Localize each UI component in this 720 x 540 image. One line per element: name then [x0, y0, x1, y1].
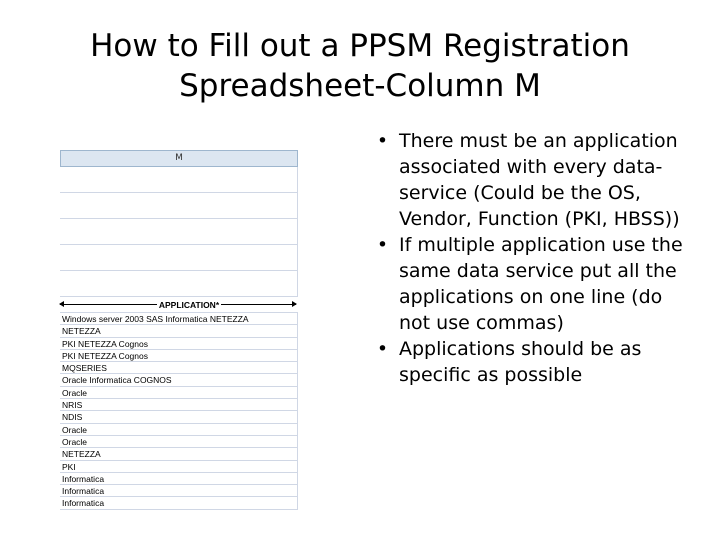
bullet-item	[366, 232, 696, 336]
column-header-m: M	[60, 150, 298, 167]
bullet-item	[366, 128, 696, 232]
application-column-header	[60, 297, 298, 313]
table-row: PKI NETEZZA Cognos	[60, 350, 298, 362]
bullet-text: Applications should be as specific as possible	[399, 338, 642, 386]
table-row: NETEZZA	[60, 325, 298, 337]
table-row: Oracle	[60, 424, 298, 436]
table-row: PKI	[60, 461, 298, 473]
bullet-marker: •	[376, 130, 389, 152]
table-row: Oracle	[60, 387, 298, 399]
blank-row	[60, 219, 298, 245]
table-row: Informatica	[60, 473, 298, 485]
table-row: Informatica	[60, 497, 298, 509]
table-row: NRIS	[60, 399, 298, 411]
table-row: NETEZZA	[60, 448, 298, 460]
slide-title-line-2: Spreadsheet-Column M	[179, 68, 541, 104]
bullet-text: There must be an application associated with every data-service (Could be the OS, Vendor, Function (PKI, HBSS))	[399, 130, 680, 230]
bullet-list	[366, 128, 696, 388]
table-row: Oracle Informatica COGNOS	[60, 374, 298, 386]
bullet-marker: •	[376, 338, 389, 360]
bullet-marker: •	[376, 234, 389, 256]
table-row: Windows server 2003 SAS Informatica NETEZZA	[60, 313, 298, 325]
slide-title-line-1: How to Fill out a PPSM Registration	[90, 28, 630, 64]
table-row: MQSERIES	[60, 362, 298, 374]
bullet-text: If multiple application use the same data service put all the applications on one line (do not use commas)	[399, 234, 683, 334]
table-row: Oracle	[60, 436, 298, 448]
blank-row	[60, 245, 298, 271]
spreadsheet-screenshot	[60, 150, 298, 509]
blank-row	[60, 271, 298, 297]
table-row: NDIS	[60, 411, 298, 423]
application-header-label: APPLICATION*	[158, 300, 220, 310]
blank-row	[60, 167, 298, 193]
table-row: Informatica	[60, 485, 298, 497]
table-row: PKI NETEZZA Cognos	[60, 338, 298, 350]
bullet-item	[366, 336, 696, 388]
blank-row	[60, 193, 298, 219]
slide-title	[40, 26, 680, 106]
